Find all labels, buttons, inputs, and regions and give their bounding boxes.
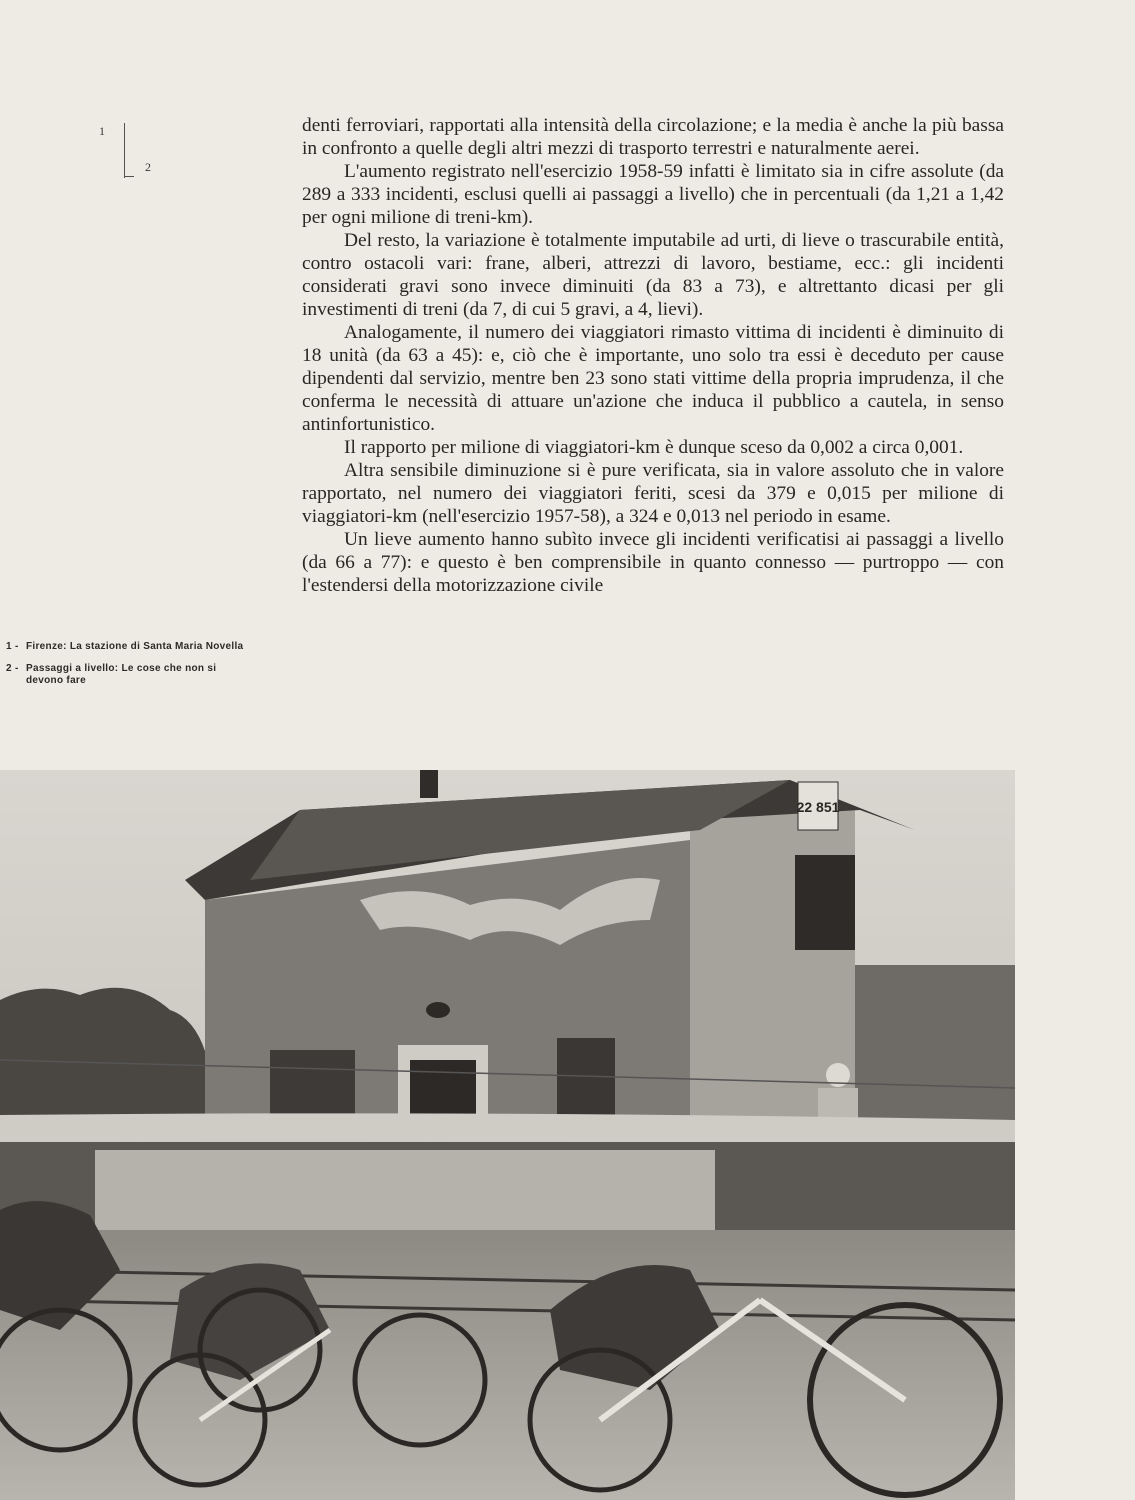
paragraph: denti ferroviari, rapportati alla intensità della circolazione; e la media è anche la più bassa in confronto a quelle degli altri mezzi di trasporto terrestri e naturalmente aerei. xyxy=(302,115,1004,159)
window xyxy=(270,1050,355,1120)
photo-captions xyxy=(6,641,256,697)
house-sign-text: 22 851 xyxy=(796,799,840,815)
paragraph: Del resto, la variazione è totalmente imputabile ad urti, di lieve o trascurabile entità, contro ostacoli vari: frane, alberi, attrezzi di lavoro, bestiame, ecc.: gli incidenti considerati gravi sono invece diminuiti (da 83 a 73), e altrettanto dicasi per gli investimenti di treni (da 7, di cui 5 gravi, a 4, lievi). xyxy=(302,230,1004,320)
photo-illustration xyxy=(0,770,1015,1500)
caption-number: 1 - xyxy=(6,641,19,652)
article-body xyxy=(302,114,1004,597)
paragraph: Analogamente, il numero dei viaggiatori rimasto vittima di incidenti è diminuito di 18 unità (da 63 a 45): e, ciò che è importante, uno solo tra essi è deceduto per cause dipendenti dal servizio, mentre ben 23 sono stati vittime della propria imprudenza, il che conferma le necessità di attuare un'azione che induca il pubblico a cautela, in senso antinfortunistico. xyxy=(302,322,1004,435)
paragraph: L'aumento registrato nell'esercizio 1958-59 infatti è limitato sia in cifre assolute (da 289 a 333 incidenti, esclusi quelli ai passaggi a livello) che in percentuali (da 1,21 a 1,42 per ogni milione di treni-km). xyxy=(302,161,1004,228)
caption-2 xyxy=(6,663,256,687)
layout-divider-vertical xyxy=(124,123,125,178)
level-crossing-photo xyxy=(0,770,1015,1500)
page-number-2: 2 xyxy=(145,160,151,174)
barrier-plank xyxy=(95,1150,715,1240)
caption-text: Passaggi a livello: Le cose che non si devono fare xyxy=(26,663,217,686)
paragraph: Altra sensibile diminuzione si è pure verificata, sia in valore assoluto che in valore rapportato, nel numero dei viaggiatori feriti, scesi da 379 e 0,015 per milione di viaggiatori-km (nell'esercizio 1957-58), a 324 e 0,013 nel periodo in esame. xyxy=(302,460,1004,527)
caption-text: Firenze: La stazione di Santa Maria Novella xyxy=(26,641,244,652)
page-number-1: 1 xyxy=(99,124,105,138)
shed xyxy=(855,965,1015,1130)
crossing-barrier xyxy=(0,1113,1015,1145)
paragraph: Un lieve aumento hanno subìto invece gli incidenti verificatisi ai passaggi a livello (da 66 a 77): e questo è ben comprensibile in quanto connesso — purtroppo — con l'estendersi della motorizzazione civile xyxy=(302,529,1004,596)
caption-1 xyxy=(6,641,256,653)
window-shutter xyxy=(795,855,855,950)
caption-number: 2 - xyxy=(6,663,19,674)
layout-divider-horizontal xyxy=(124,176,134,177)
chimney xyxy=(420,770,438,798)
window-right xyxy=(557,1038,615,1118)
wall-lamp xyxy=(426,1002,450,1018)
road xyxy=(0,1230,1015,1500)
paragraph: Il rapporto per milione di viaggiatori-km è dunque sceso da 0,002 a circa 0,001. xyxy=(344,437,964,458)
